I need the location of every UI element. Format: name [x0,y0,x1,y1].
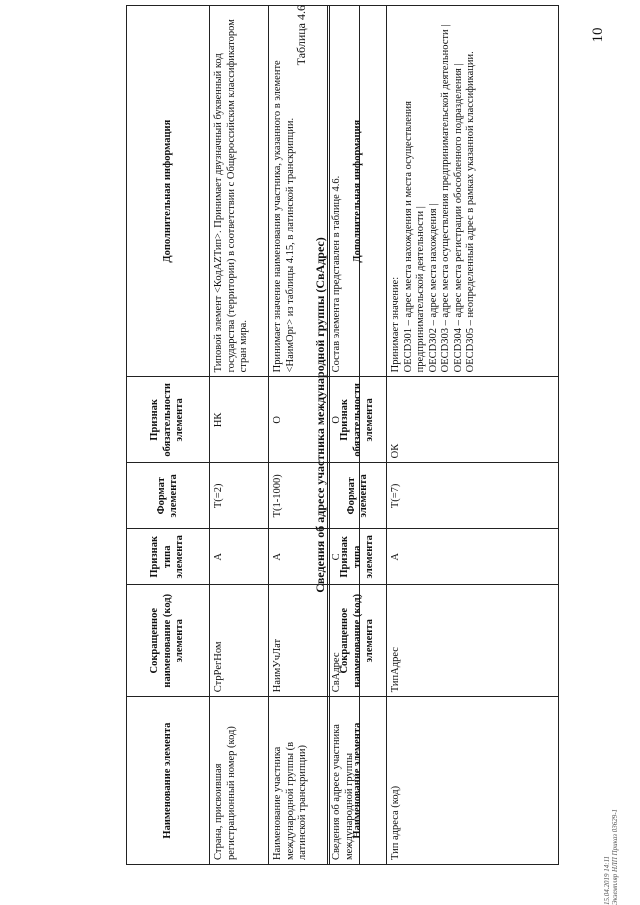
info-line: Принимает значение: [390,276,401,373]
table-row [210,6,269,865]
cell-required: О [269,377,328,463]
table-caption: Сведения об адресе участника международной группы (СвАдрес) [313,237,327,593]
cell-format: Т(=7) [387,463,559,529]
stamp-line: 15.04.2019 14:11 [603,855,611,905]
cell-type: С [328,529,360,585]
header-name: Наименование элемента [330,697,387,865]
info-line: OECD301 – адрес места нахождения и места осуществления предпринимательской деятельности | [402,101,426,373]
table-number: Таблица 4.6 [294,5,308,66]
cell-format: Т(1-1000) [269,463,328,529]
cell-required: О [328,377,360,463]
header-code: Сокращенное наименование (код) элемента [127,585,210,697]
cell-format: Т(=2) [210,463,269,529]
cell-code: ТипАдрес [387,585,559,697]
cell-info: Типовой элемент <КодАZТип>. Принимает двузначный буквенный код государства (территории) в соответствии с Общероссийским классификатором стран мира. [210,6,269,377]
header-type: Признак типа элемента [330,529,387,585]
stamp-line: Экземпляр НЛП Приказ 03629-1 [611,808,619,905]
cell-info: Состав элемента представлен в таблице 4.6. [328,6,360,377]
header-required: Признак обязательности элемента [330,377,387,463]
address-table [329,5,559,865]
info-line: OECD304 – адрес места регистрации обособленного подразделения | [452,63,464,373]
info-line: OECD305 – неопределенный адрес в рамках указанной классификации. [465,51,476,373]
cell-code: НаимУчЛат [269,585,328,697]
cell-info [387,6,559,377]
cell-type: А [387,529,559,585]
header-type: Признак типа элемента [127,529,210,585]
header-info: Дополнительная информация [330,6,387,377]
cell-type: А [210,529,269,585]
cell-name: Страна, присвоившая регистрационный номер (код) [210,697,269,865]
cell-name: Тип адреса (код) [387,697,559,865]
cell-name: Сведения об адресе участника международной группы [328,697,360,865]
table-row [387,6,559,865]
cell-code: СвАдрес [328,585,360,697]
document-stamp [603,755,619,905]
header-required: Признак обязательности элемента [127,377,210,463]
header-code: Сокращенное наименование (код) элемента [330,585,387,697]
cell-type: А [269,529,328,585]
table-header-row [127,6,210,865]
cell-code: СтрРегНом [210,585,269,697]
page-number: 10 [590,27,606,43]
table-header-row [330,6,387,865]
cell-name: Наименование участника международной группы (в латинской транскрипции) [269,697,328,865]
cell-required: ОК [387,377,559,463]
header-info: Дополнительная информация [127,6,210,377]
header-format: Формат элемента [330,463,387,529]
info-line: OECD302 – адрес места нахождения | [427,203,439,373]
info-line: OECD303 – адрес места осуществления предпринимательской деятельности | [440,24,451,373]
cell-info: Принимает значение наименования участника, указанного в элементе <НаимОрг> из таблицы 4.15, в латинской транскрипции. [269,6,328,377]
header-name: Наименование элемента [127,697,210,865]
cell-required: НК [210,377,269,463]
header-format: Формат элемента [127,463,210,529]
